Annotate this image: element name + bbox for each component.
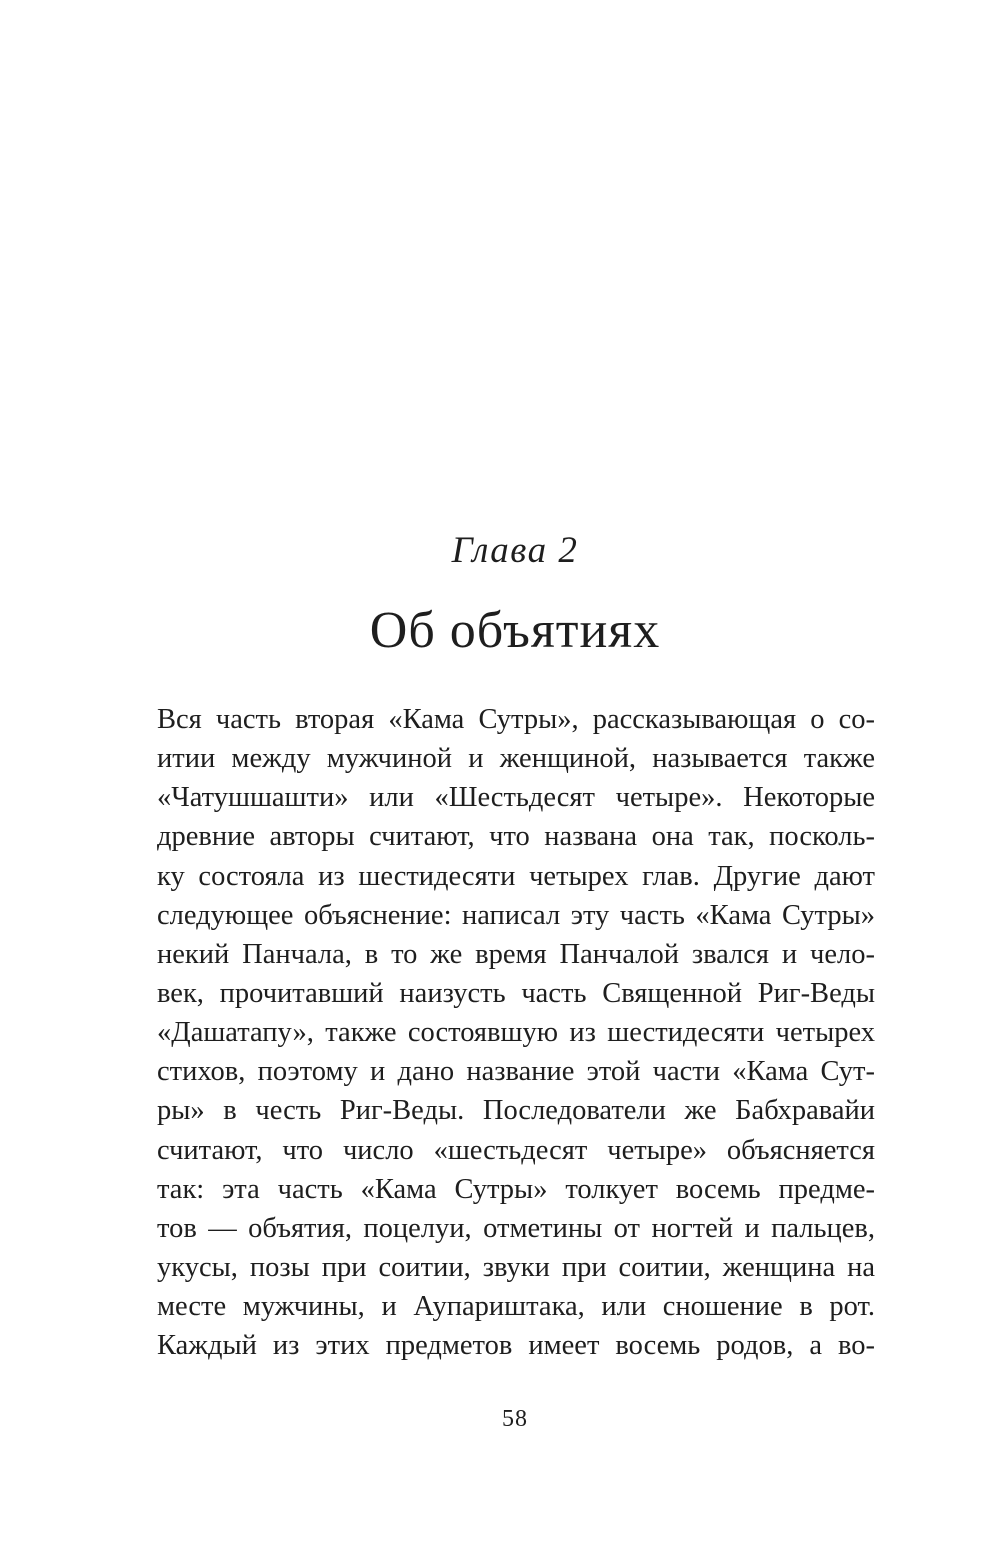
text-line: итии между мужчиной и женщиной, называется также (157, 743, 875, 775)
text-line: стихов, поэтому и дано название этой части «Кама Сут- (157, 1056, 875, 1088)
text-line: укусы, позы при соитии, звуки при соитии, женщина на (157, 1251, 875, 1283)
text-line: тов — объятия, поцелуи, отметины от ногтей и пальцев, (157, 1212, 875, 1244)
text-line: некий Панчала, в то же время Панчалой звался и чело- (157, 938, 875, 970)
text-line: месте мужчины, и Аупариштака, или сношение в рот. (157, 1291, 875, 1323)
text-line: «Чатушшашти» или «Шестьдесят четыре». Некоторые (157, 782, 875, 814)
text-line: ку состояла из шестидесяти четырех глав. Другие дают (157, 860, 875, 892)
text-line: век, прочитавший наизусть часть Священной Риг-Веды (157, 977, 875, 1009)
text-line: считают, что число «шестьдесят четыре» объясняется (157, 1134, 875, 1166)
text-line: ры» в честь Риг-Веды. Последователи же Бабхравайи (157, 1095, 875, 1127)
text-line: так: эта часть «Кама Сутры» толкует восемь предме- (157, 1173, 875, 1205)
page-number: 58 (502, 1406, 528, 1432)
chapter-label: Глава 2 (451, 530, 579, 571)
chapter-title: Об объятиях (369, 602, 661, 659)
text-line: следующее объяснение: написал эту часть «Кама Сутры» (157, 899, 875, 931)
text-line: Вся часть вторая «Кама Сутры», рассказывающая о со- (157, 704, 875, 735)
text-line: древние авторы считают, что названа она так, посколь- (157, 821, 875, 853)
text-line: Каждый из этих предметов имеет восемь родов, а во- (157, 1330, 875, 1362)
text-line: «Дашатапу», также состоявшую из шестидесяти четырех (157, 1017, 875, 1049)
body-text (157, 700, 875, 1365)
